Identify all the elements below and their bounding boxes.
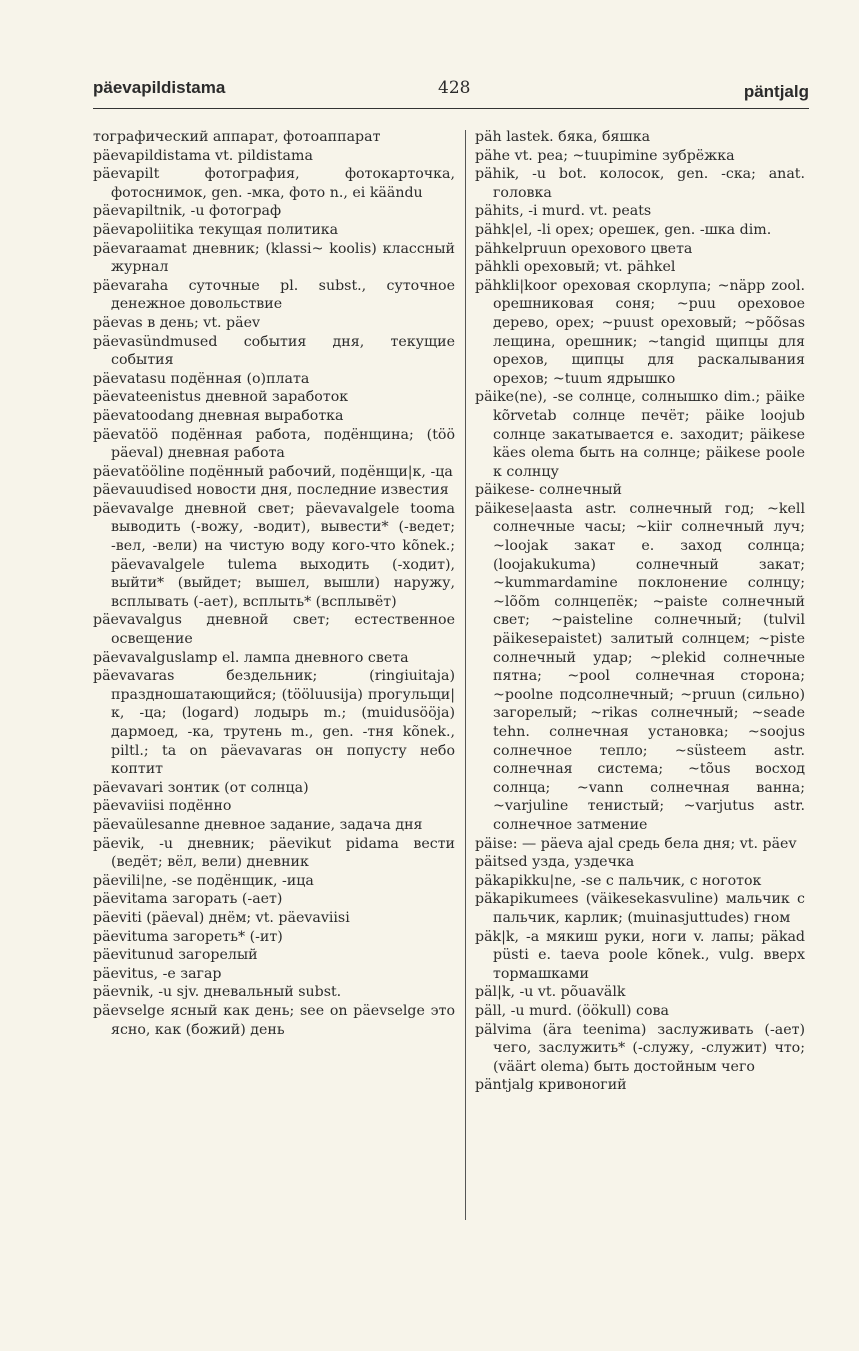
dictionary-entry: päevaviisi подённо: [93, 798, 232, 815]
dictionary-entry: päntjalg кривоногий: [475, 1077, 627, 1094]
dictionary-entry: pähkelpruun орехового цвета: [475, 240, 693, 257]
dictionary-entry: päevapiltnik, -u фотограф: [93, 203, 282, 220]
dictionary-entry: päevnik, -u sjv. дневальный subst.: [93, 984, 342, 1001]
dictionary-entry: pähe vt. pea; ~tuupimine зубрёжка: [475, 147, 735, 164]
dictionary-entry: päeviti (päeval) днём; vt. päevaviisi: [93, 909, 350, 926]
dictionary-entry: päevatöö подённая работа, подёнщина; (töö päeval) дневная работа: [93, 426, 455, 462]
dictionary-entry: pähits, -i murd. vt. peats: [475, 203, 652, 220]
dictionary-entry: pälvima (ära teenima) заслуживать (-ает) чего, заслужить* (-служу, -служит) что; (väärt olema) быть достойным чего: [475, 1021, 805, 1075]
right-guide-word: päntjalg: [743, 82, 809, 101]
dictionary-entry: päevauudised новости дня, последние известия: [93, 482, 449, 499]
dictionary-entry: päevavalge дневной свет; päevavalgele tooma выводить (-вожу, -водит), вывести* (-ведет; -вел, -вели) на чистую воду кого-что kõnek.; päevavalgele tulema выходить (-ходит), выйти* (выйдет; вышел, вышли) наружу, всплывать (-ает), всплыть* (всплывёт): [93, 500, 455, 610]
dictionary-entry: päevavaras бездельник; (ringiuitaja) праздношатающийся; (tööluusija) прогульщи|к, -ца; (logard) лодырь m.; (muidusööja) дармоед, -ка, трутень m., gen. -тня kõnek., piltl.; ta on päevavaras он попусту небо коптит: [93, 668, 455, 778]
dictionary-entry: päevili|ne, -se подёнщик, -ица: [93, 872, 314, 889]
dictionary-entry: pähkli|koor ореховая скорлупа; ~näpp zool. орешниковая соня; ~puu ореховое дерево, орех; ~puust ореховый; ~põõsas лещина, орешник; ~tangid щипцы для орехов, щипцы для раскалывания орехов; ~tuum ядрышко: [475, 277, 805, 387]
dictionary-entry: päevselge ясный как день; see on päevselge это ясно, как (божий) день: [93, 1002, 455, 1038]
left-column: [93, 128, 455, 1039]
dictionary-entry: päevapoliitika текущая политика: [93, 221, 339, 238]
dictionary-entry: pähik, -u bot. колосок, gen. -ска; anat. головка: [475, 166, 805, 201]
page-header: [93, 78, 809, 110]
dictionary-entry: päl|k, -u vt. põuavälk: [475, 984, 626, 1001]
dictionary-entry: тографический аппарат, фотоаппарат: [93, 129, 381, 145]
dictionary-entry: päkapikku|ne, -se с пальчик, с ноготок: [475, 872, 762, 889]
dictionary-entry: päk|k, -a мякиш руки, ноги v. лапы; päkad püsti e. taeva poole kõnek., vulg. вверх тормашками: [475, 928, 805, 982]
dictionary-entry: pähk|el, -li орех; орешек, gen. -шка dim.: [475, 221, 772, 238]
dictionary-entry: päevitus, -e загар: [93, 965, 222, 982]
header-rule: [93, 108, 809, 109]
dictionary-entry: päh lastek. бяка, бяшка: [475, 129, 651, 145]
dictionary-entry: päevituma загореть* (-ит): [93, 928, 283, 945]
left-guide-word: päevapildistama: [93, 78, 226, 97]
dictionary-entry: pähkli ореховый; vt. pähkel: [475, 259, 676, 276]
dictionary-entry: päevitunud загорелый: [93, 947, 258, 964]
dictionary-entry: päevatööline подённый рабочий, подёнщи|к, -ца: [93, 463, 453, 480]
dictionary-entry: päitsed узда, уздечка: [475, 854, 635, 871]
dictionary-entry: päevavari зонтик (от солнца): [93, 779, 309, 796]
dictionary-entry: päevasündmused события дня, текущие события: [93, 333, 455, 369]
dictionary-entry: päevaraamat дневник; (klassi~ koolis) классный журнал: [93, 240, 455, 276]
page-number: 428: [438, 78, 471, 98]
dictionary-entry: päevapildistama vt. pildistama: [93, 147, 313, 164]
dictionary-entry: päike(ne), -se солнце, солнышко dim.; päike kõrvetab солнце печёт; päike loojub солнце закатывается e. заходит; päikese käes olema быть на солнце; päikese poole к солнцу: [475, 389, 805, 480]
dictionary-entry: päikese- солнечный: [475, 482, 622, 499]
dictionary-entry: päevitama загорать (-ает): [93, 891, 283, 908]
dictionary-entry: päll, -u murd. (öökull) сова: [475, 1002, 669, 1019]
dictionary-entry: päevatoodang дневная выработка: [93, 407, 344, 424]
dictionary-entry: päevateenistus дневной заработок: [93, 389, 349, 406]
right-column: [475, 128, 805, 1095]
dictionary-entry: päevas в день; vt. päev: [93, 314, 260, 331]
column-divider: [465, 130, 466, 1220]
dictionary-entry: päise: — päeva ajal средь бела дня; vt. päev: [475, 835, 797, 852]
dictionary-entry: päikese|aasta astr. солнечный год; ~kell солнечные часы; ~kiir солнечный луч; ~loojak закат e. заход солнца; (loojakukuma) солнечный закат; ~kummardamine поклонение солнцу; ~lõõm солнцепёк; ~paiste солнечный свет; ~paisteline солнечный; (tulvil päikesepaistet) залитый солнцем; ~piste солнечный удар; ~plekid солнечные пятна; ~pool солнечная сторона; ~poolne подсолнечный; ~pruun (сильно) загорелый; ~rikas солнечный; ~seade tehn. солнечная установка; ~soojus солнечное тепло; ~süsteem astr. солнечная система; ~tõus восход солнца; ~vann солнечная ванна; ~varjuline тенистый; ~varjutus astr. солнечное затмение: [475, 500, 805, 833]
dictionary-entry: päevaraha суточные pl. subst., суточное денежное довольствие: [93, 277, 455, 313]
dictionary-entry: päkapikumees (väikesekasvuline) мальчик с пальчик, карлик; (muinasjuttudes) гном: [475, 891, 805, 926]
dictionary-entry: päevaülesanne дневное задание, задача дня: [93, 816, 423, 833]
dictionary-entry: päevapilt фотография, фотокарточка, фотоснимок, gen. -мка, фото n., ei käändu: [93, 166, 455, 201]
dictionary-entry: päevavalguslamp el. лампа дневного света: [93, 649, 409, 666]
dictionary-entry: päevavalgus дневной свет; естественное освещение: [93, 612, 455, 648]
dictionary-entry: päevik, -u дневник; päevikut pidama вести (ведёт; вёл, вели) дневник: [93, 835, 455, 871]
dictionary-entry: päevatasu подённая (о)плата: [93, 370, 310, 387]
